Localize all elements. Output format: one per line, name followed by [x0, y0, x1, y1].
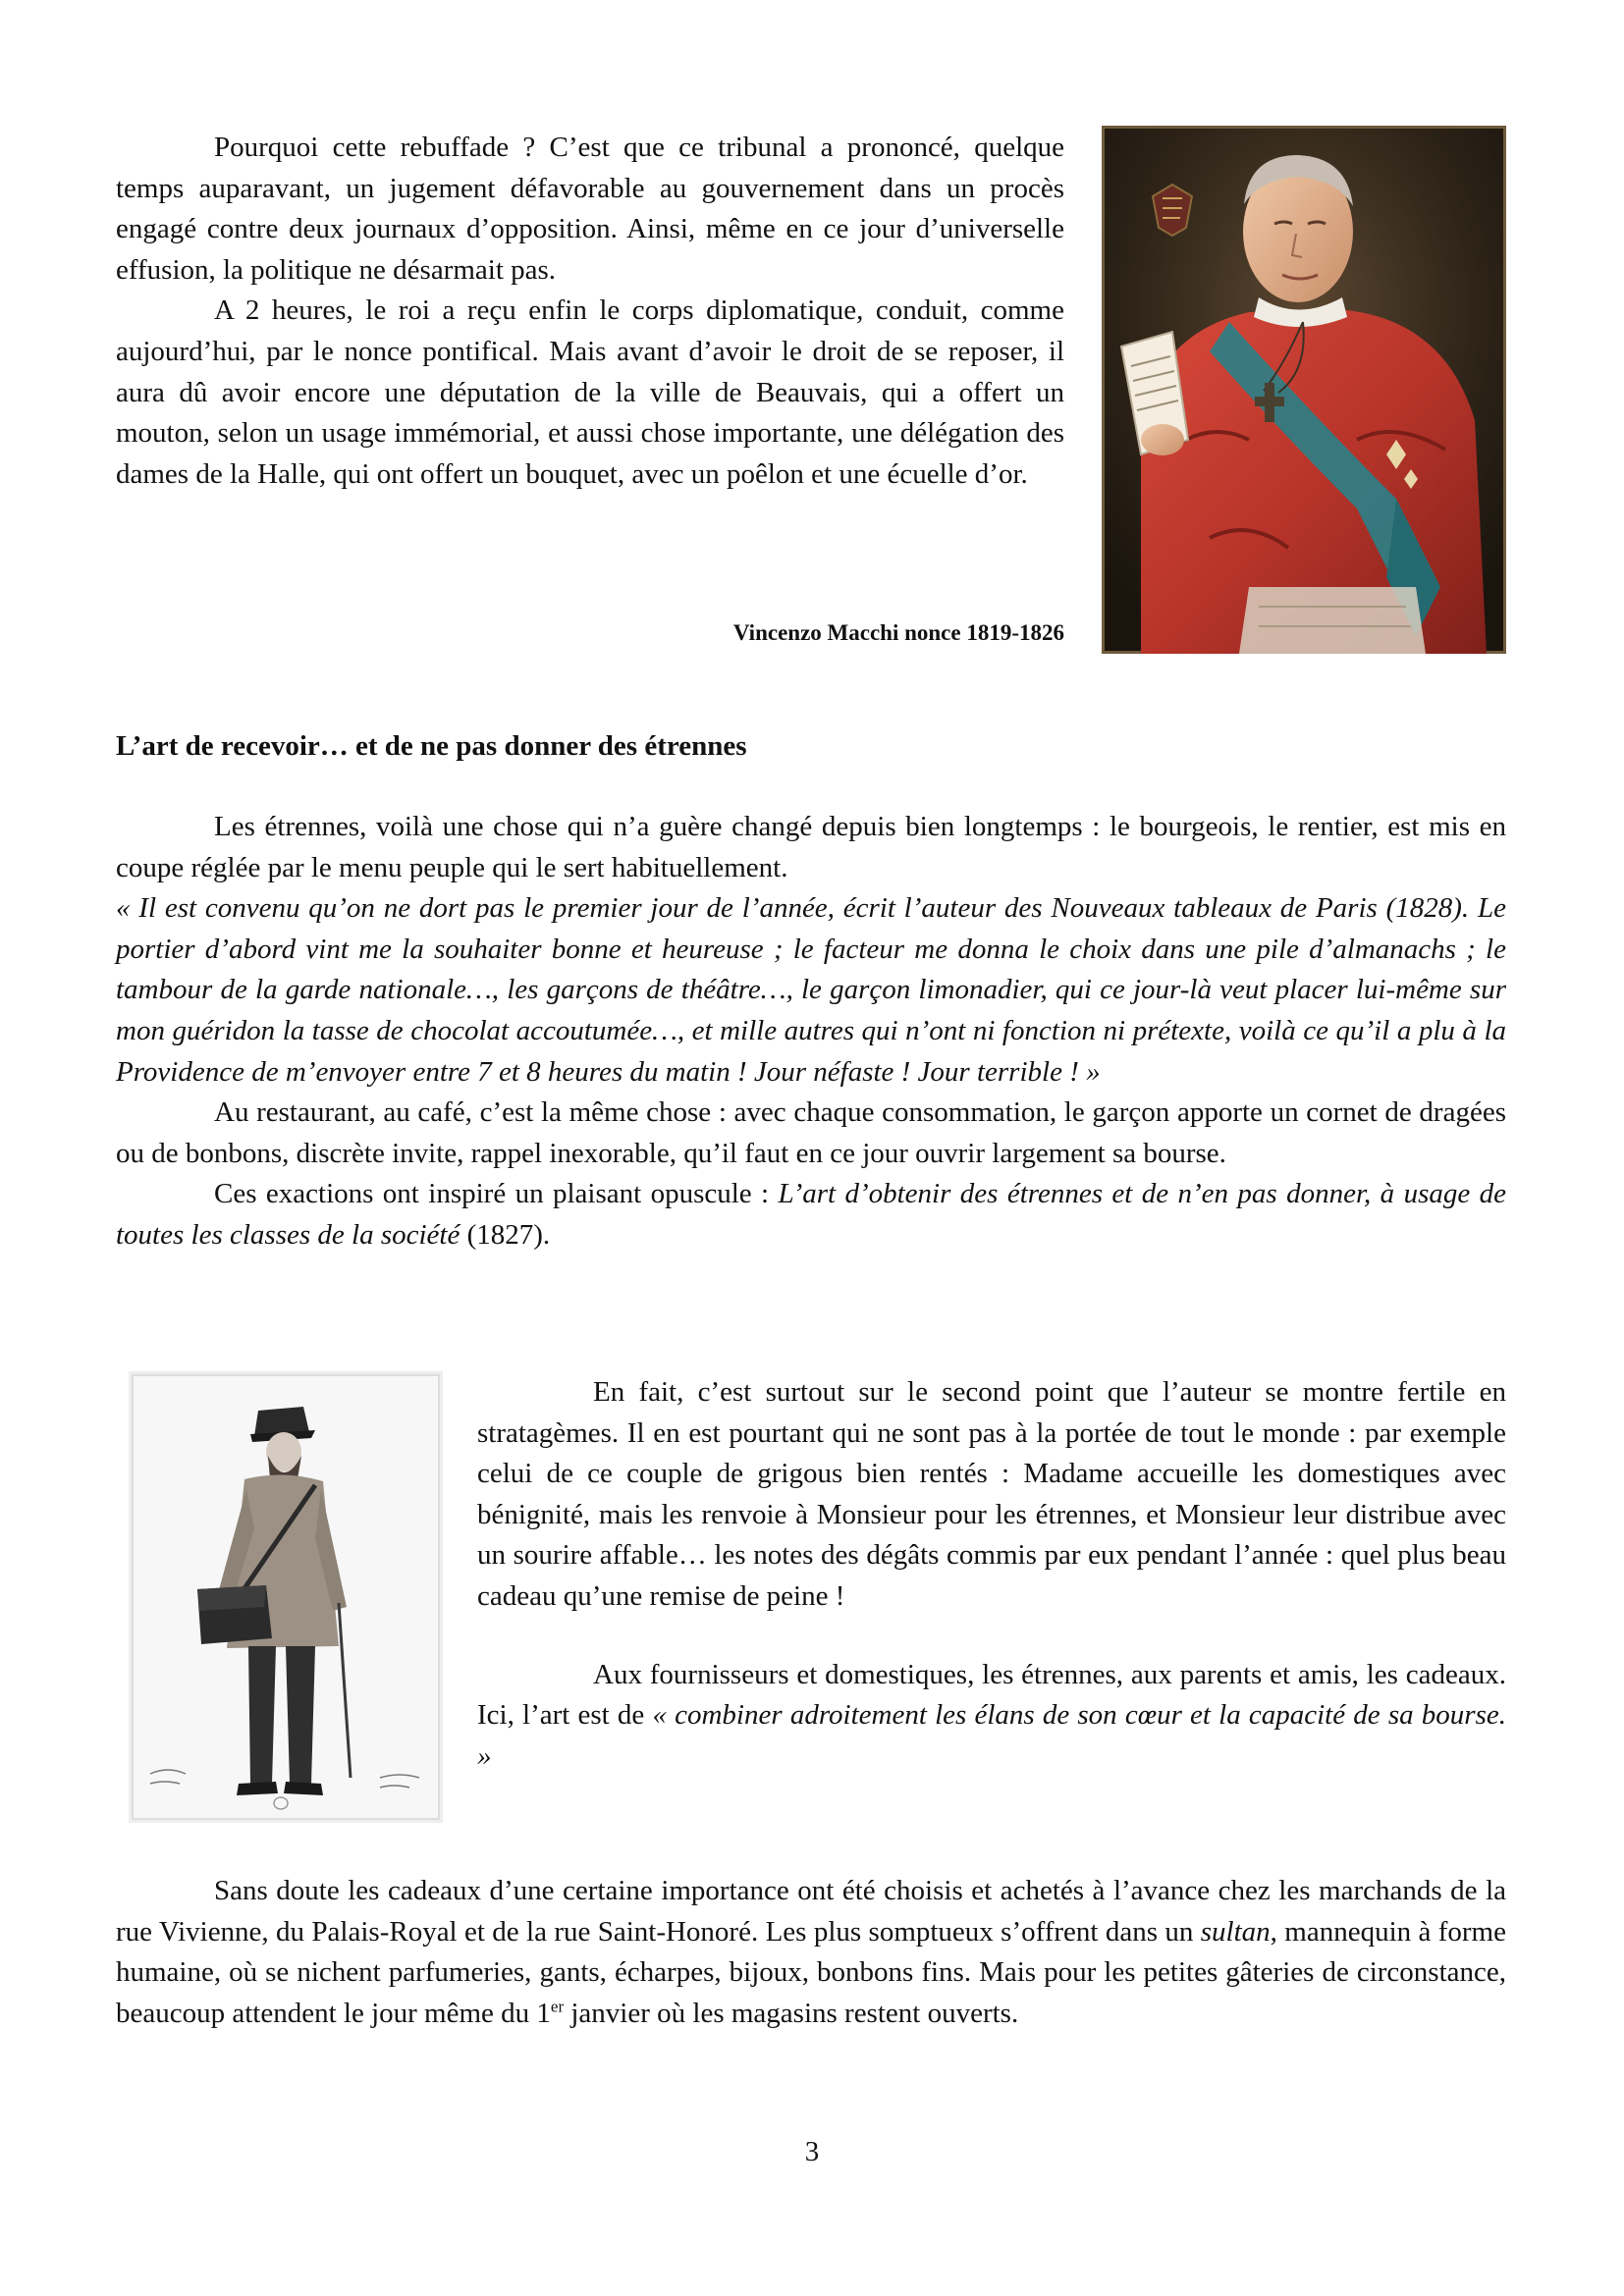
side-text-block: [477, 1372, 1506, 1777]
cadeaux-text-a: Sans doute les cadeaux d’une certaine importance ont été choisis et achetés à l’avance chez les marchands de la rue Vivienne, du Palais-Royal et de la rue Saint-Honoré. Les plus somptueux s’offrent dans un: [116, 1875, 1506, 1948]
opuscule-title: L’art d’obtenir des étrennes et de n’en pas donner, à usage de toutes les classes de la société: [116, 1178, 1506, 1251]
paragraph-cadeaux-importance: [116, 1871, 1506, 2034]
paragraph-corps-diplomatique: A 2 heures, le roi a reçu enfin le corps diplomatique, conduit, comme aujourd’hui, par le nonce pontifical. Mais avant d’avoir le droit de se reposer, il aura dû avoir encore une députation de la ville de Beauvais, qui a offert un mouton, selon un usage immémorial, et aussi chose importante, une délégation des dames de la Halle, qui ont offert un bouquet, avec un poêlon et une écuelle d’or.: [116, 294, 1064, 490]
paragraph-opuscule: [116, 1174, 1506, 1255]
domestic-sketch-image: [129, 1371, 443, 1823]
quote-nouveaux-tableaux: « Il est convenu qu’on ne dort pas le premier jour de l’année, écrit l’auteur des Nouveaux tableaux de Paris (1828). Le portier d’abord vint me la souhaiter bonne et heureuse ; le facteur me donna le choix dans une pile d’almanachs ; le tambour de la garde nationale…, les garçons de théâtre…, le garçon limonadier, qui ce jour-là veut placer lui-même sur mon guéridon la tasse de chocolat accoutumée…, et mille autres qui n’ont ni fonction ni prétexte, voilà ce qu’il a plu à la Providence de m’envoyer entre 7 et 8 heures du matin ! Jour néfaste ! Jour terrible ! »: [116, 892, 1506, 1088]
ordinal-superscript: er: [550, 1997, 565, 2016]
cadeaux-text-c: janvier où les magasins restent ouverts.: [564, 1997, 1019, 2029]
page-number: 3: [804, 2136, 820, 2167]
paragraph-gap: [477, 1618, 1506, 1655]
coat-of-arms-icon: [1153, 185, 1192, 236]
opuscule-year: (1827).: [460, 1218, 551, 1251]
cadeaux-text-b: , mannequin à forme humaine, où se nichent parfumeries, gants, écharpes, bijoux, bonbons fins. Mais pour les petites gâteries de circonstance, beaucoup attendent le jour même du 1: [116, 1915, 1506, 2029]
top-text-block: [116, 128, 1064, 495]
paragraph-restaurant: Au restaurant, au café, c’est la même chose : avec chaque consommation, le garçon apporte un cornet de dragées ou de bonbons, discrète invite, rappel inexorable, qu’il faut en ce jour ouvrir largement sa bourse.: [116, 1096, 1506, 1169]
cadeaux-quote: « combiner adroitement les élans de son cœur et la capacité de sa bourse. »: [477, 1699, 1506, 1772]
paragraph-etrennes: Les étrennes, voilà une chose qui n’a guère changé depuis bien longtemps : le bourgeois, le rentier, est mis en coupe réglée par le menu peuple qui le sert habituellement.: [116, 811, 1506, 883]
sultan-term: sultan: [1200, 1915, 1271, 1948]
paragraph-cadeaux: [477, 1655, 1506, 1778]
nuncio-portrait-image: [1102, 126, 1506, 654]
paragraph-rebuffade: Pourquoi cette rebuffade ? C’est que ce tribunal a prononcé, quelque temps auparavant, un jugement défavorable au gouvernement dans un procès engagé contre deux journaux d’opposition. Ainsi, même en ce jour d’universelle effusion, la politique ne désarmait pas.: [116, 132, 1064, 286]
paragraph-stratagemes: En fait, c’est surtout sur le second point que l’auteur se montre fertile en stratagèmes. Il en est pourtant qui ne sont pas à la portée de tout le monde : par exemple celui de ce couple de grigous bien rentés : Madame accueille les domestiques avec bénignité, mais les renvoie à Monsieur pour les étrennes, et Monsieur leur distribue avec un sourire affable… les notes des dégâts commis par eux pendant l’année : quel plus beau cadeau qu’une remise de peine !: [477, 1376, 1506, 1612]
bottom-text-block: [116, 1871, 1506, 2034]
opuscule-intro: Ces exactions ont inspiré un plaisant opuscule :: [214, 1178, 779, 1210]
portrait-caption: Vincenzo Macchi nonce 1819-1826: [732, 620, 1064, 645]
section-heading: L’art de recevoir… et de ne pas donner des étrennes: [116, 730, 747, 762]
cadeaux-intro: Aux fournisseurs et domestiques, les étrennes, aux parents et amis, les cadeaux. Ici, l’art est de: [477, 1658, 1506, 1732]
middle-text-block: [116, 807, 1506, 1256]
